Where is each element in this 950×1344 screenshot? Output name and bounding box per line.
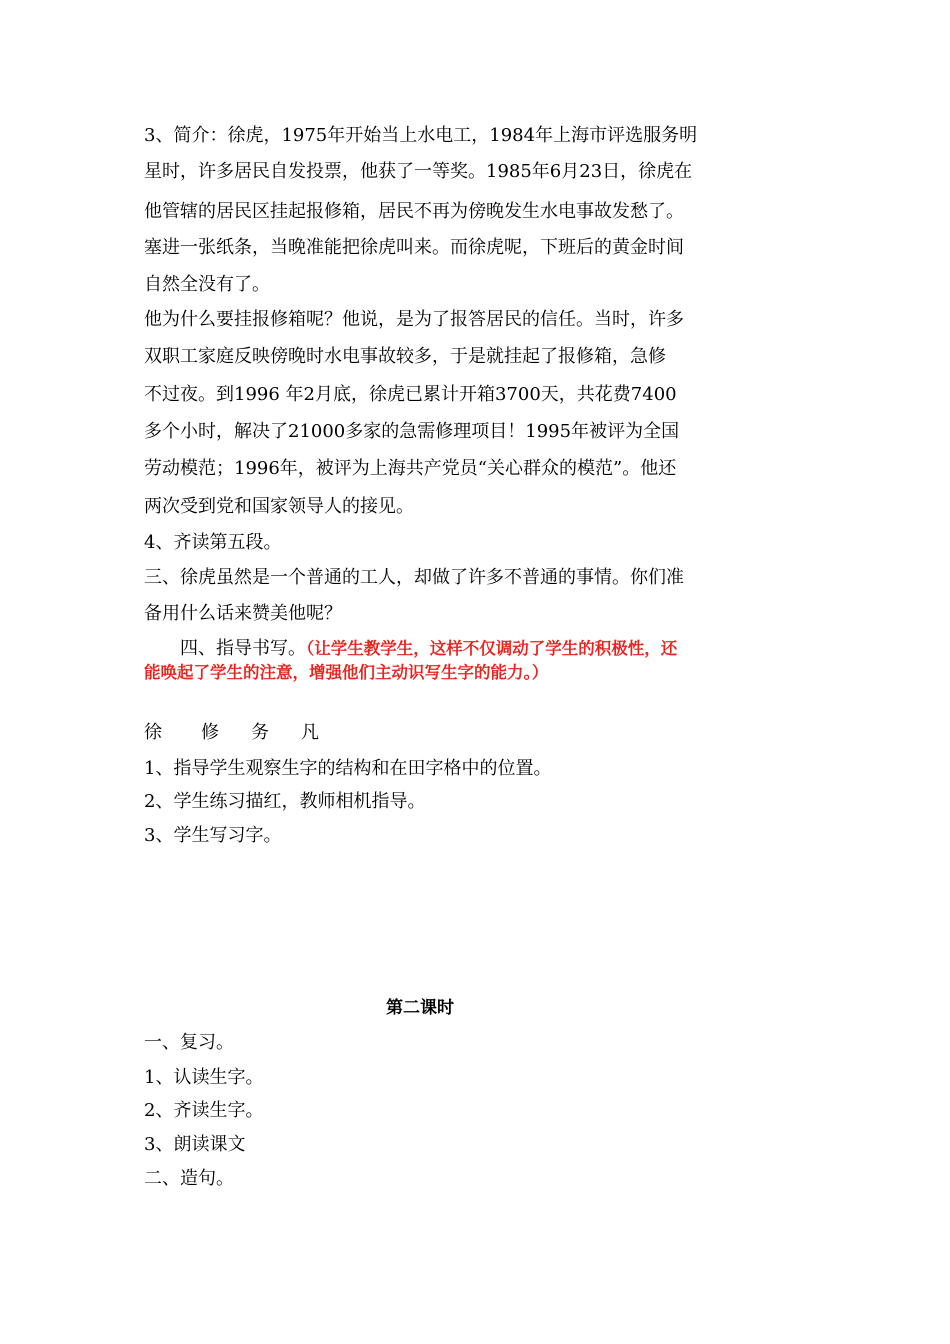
lesson-line: 二、造句。 bbox=[144, 1168, 234, 1189]
writing-step: 2、学生练习描红，教师相机指导。 bbox=[144, 791, 426, 812]
new-characters bbox=[144, 721, 319, 745]
paragraph-line: 多个小时，解决了21000多家的急需修理项目！1995年被评为全国 bbox=[144, 421, 680, 442]
paragraph-line: 劳动模范；1996年，被评为上海共产党员“关心群众的模范”。他还 bbox=[144, 458, 677, 479]
lesson-line: 1、认读生字。 bbox=[144, 1067, 264, 1088]
character: 徐 bbox=[144, 722, 162, 743]
paragraph-line: 自然全没有了。 bbox=[144, 274, 270, 295]
paragraph-line: 塞进一张纸条，当晚准能把徐虎叫来。而徐虎呢，下班后的黄金时间 bbox=[144, 237, 684, 258]
paragraph-line: 备用什么话来赞美他呢？ bbox=[144, 603, 342, 624]
paragraph-line: 他管辖的居民区挂起报修箱，居民不再为傍晚发生水电事故发愁了。 bbox=[144, 201, 684, 222]
teaching-note: （让学生教学生，这样不仅调动了学生的积极性，还 bbox=[306, 639, 678, 658]
paragraph-line: 他为什么要挂报修箱呢？他说，是为了报答居民的信任。当时，许多 bbox=[144, 309, 684, 330]
paragraph-line: 双职工家庭反映傍晚时水电事故较多，于是就挂起了报修箱，急修 bbox=[144, 346, 666, 367]
paragraph-line: 4、齐读第五段。 bbox=[144, 532, 282, 553]
writing-step: 3、学生写习字。 bbox=[144, 825, 282, 846]
paragraph-line: 不过夜。到1996 年2月底，徐虎已累计开箱3700天，共花费7400 bbox=[144, 384, 677, 405]
character: 凡 bbox=[301, 722, 319, 743]
paragraph-line: 两次受到党和国家领导人的接见。 bbox=[144, 496, 414, 517]
writing-guidance-line bbox=[144, 638, 677, 660]
writing-guidance-label: 四、指导书写。 bbox=[180, 638, 306, 659]
lesson-line: 2、齐读生字。 bbox=[144, 1100, 264, 1121]
lesson-heading: 第二课时 bbox=[386, 998, 454, 1018]
character: 务 bbox=[251, 722, 269, 743]
paragraph-line: 3、简介：徐虎，1975年开始当上水电工，1984年上海市评选服务明 bbox=[144, 125, 698, 146]
paragraph-line: 三、徐虎虽然是一个普通的工人，却做了许多不普通的事情。你们准 bbox=[144, 567, 684, 588]
writing-step: 1、指导学生观察生字的结构和在田字格中的位置。 bbox=[144, 758, 552, 779]
lesson-line: 3、朗读课文 bbox=[144, 1134, 246, 1155]
paragraph-line: 星时，许多居民自发投票，他获了一等奖。1985年6月23日，徐虎在 bbox=[144, 161, 693, 182]
teaching-note-continued: 能唤起了学生的注意，增强他们主动识写生字的能力。） bbox=[144, 663, 549, 682]
lesson-line: 一、复习。 bbox=[144, 1032, 234, 1053]
character: 修 bbox=[201, 722, 219, 743]
